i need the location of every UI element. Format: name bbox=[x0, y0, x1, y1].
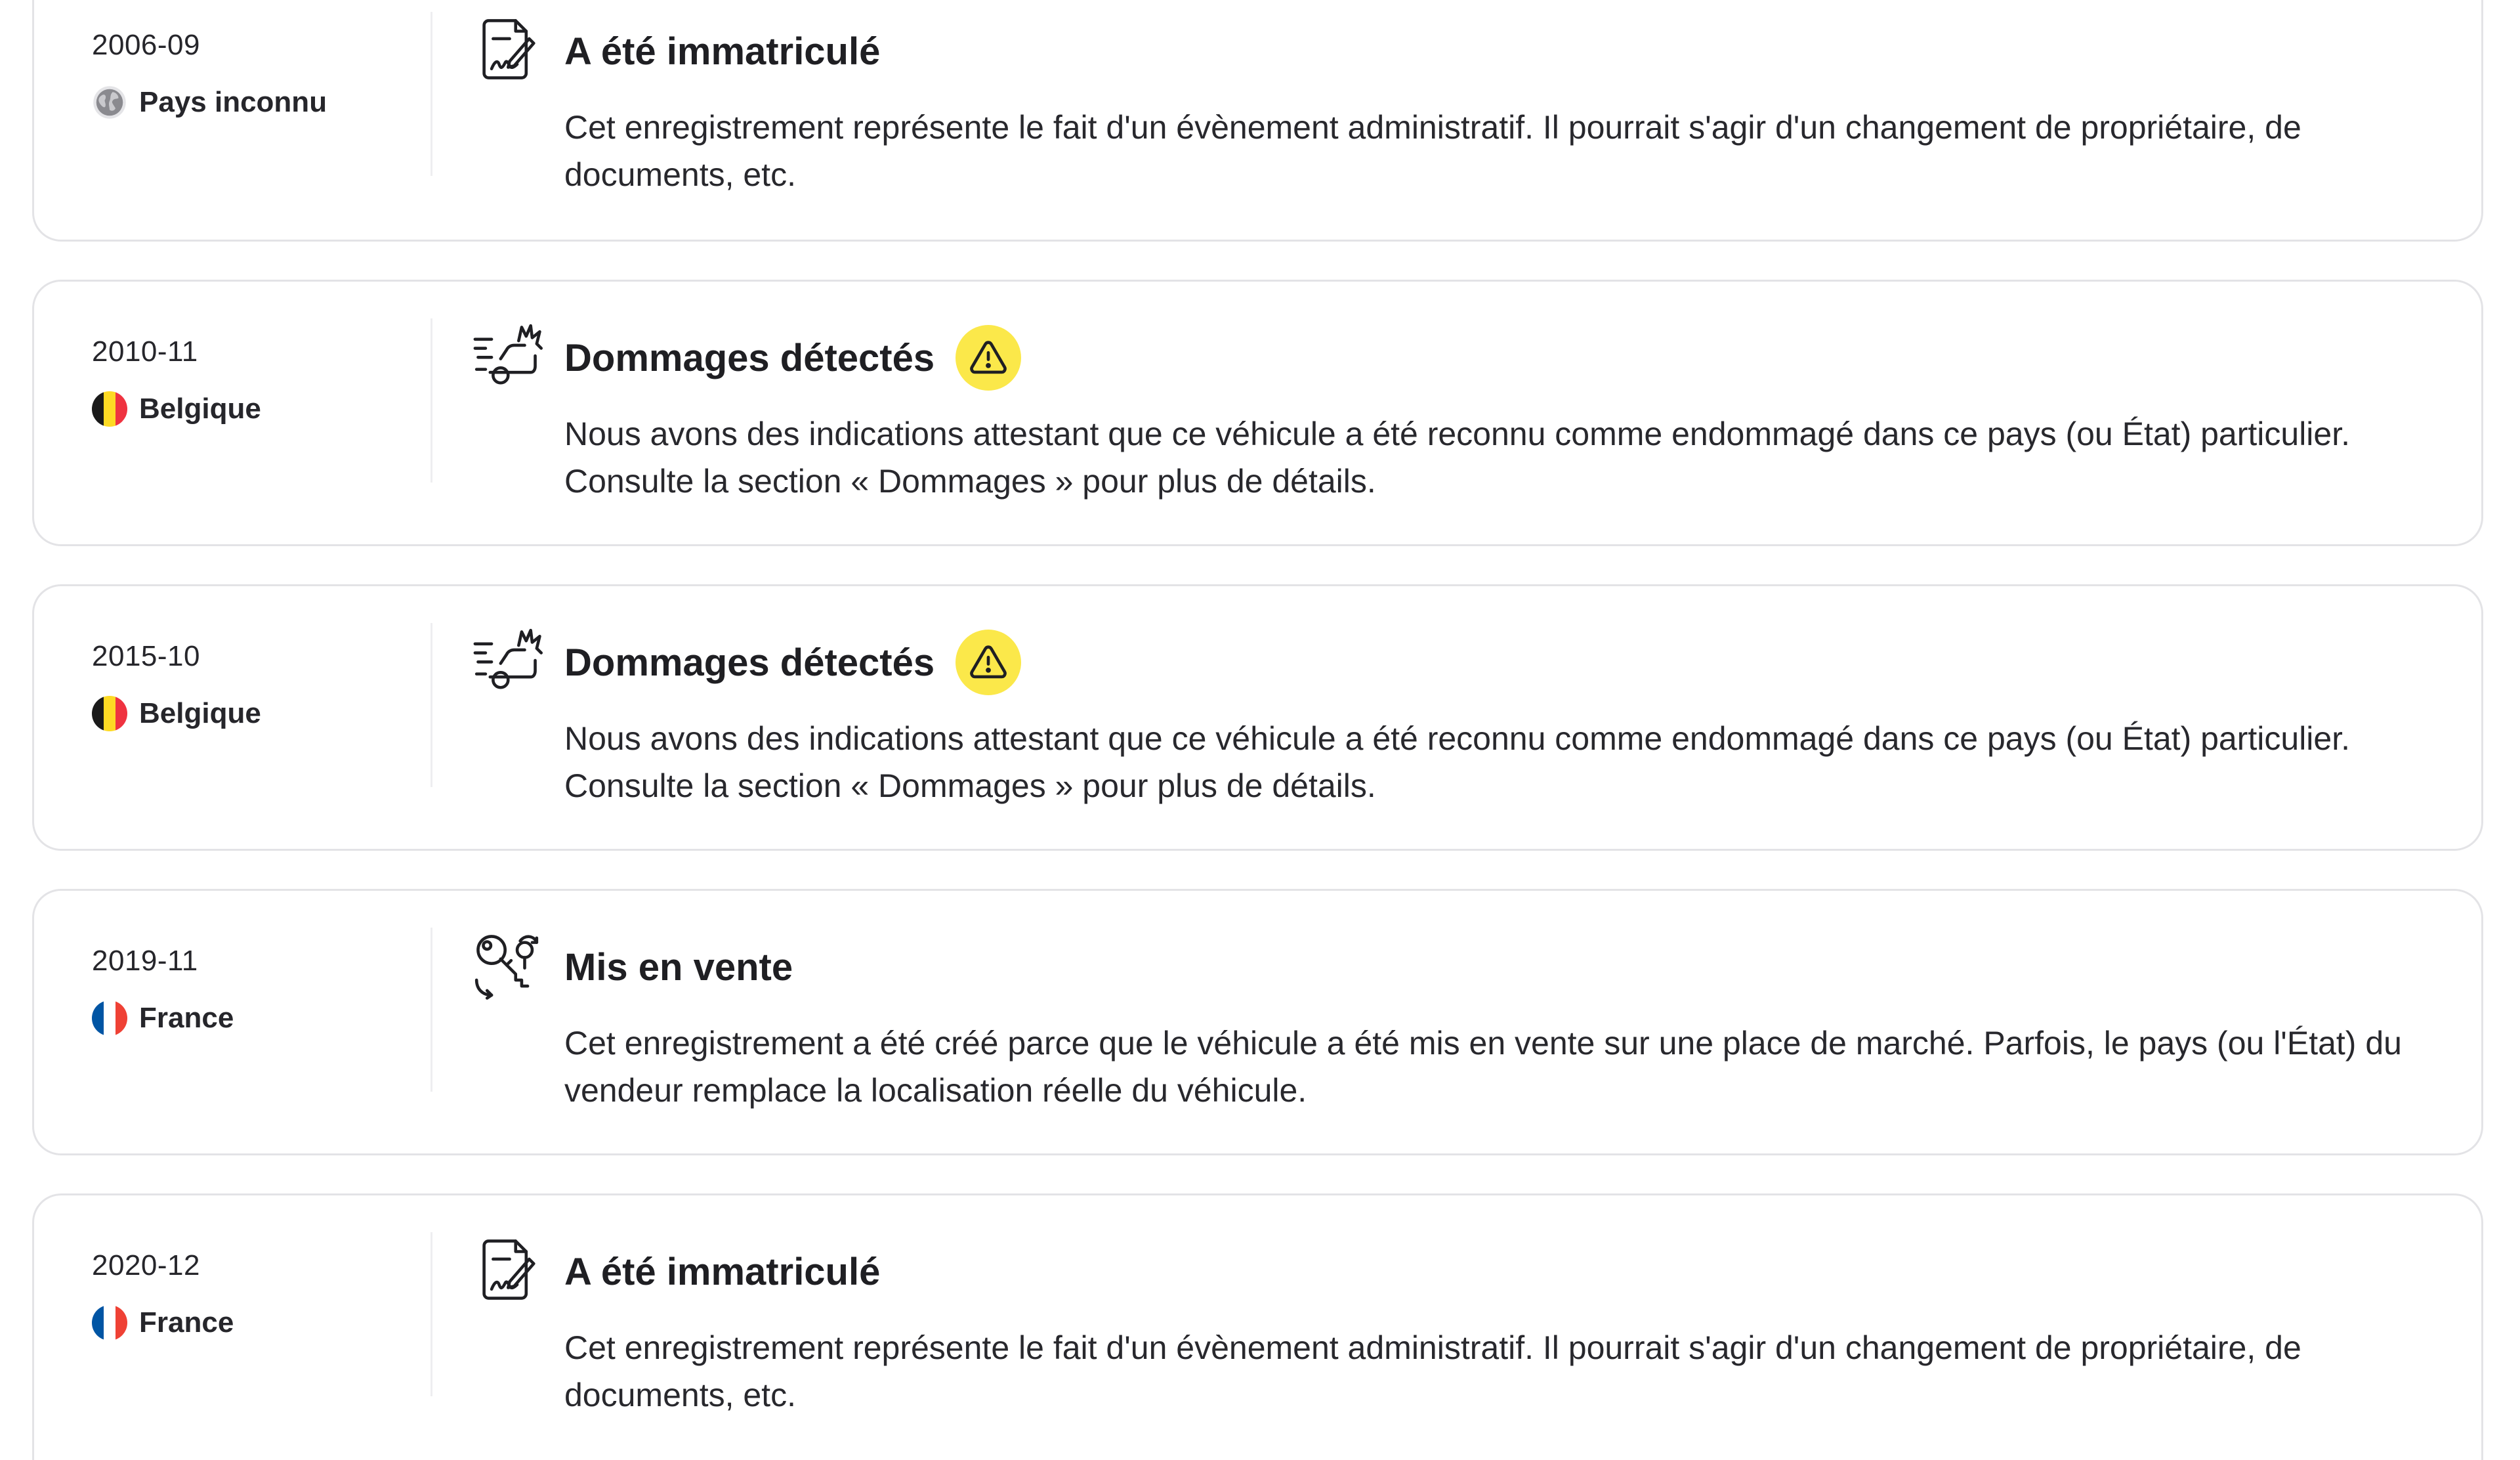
timeline-event-card bbox=[32, 889, 2483, 1155]
event-title-row bbox=[564, 18, 880, 84]
event-title-row bbox=[564, 934, 793, 1000]
timeline-event-card bbox=[32, 1193, 2483, 1460]
country-name: France bbox=[139, 1002, 234, 1034]
event-description: Cet enregistrement représente le fait d'un évènement administratif. Il pourrait s'agir d'un changement de propriétaire, de documents, etc. bbox=[564, 109, 2301, 193]
timeline-event-card bbox=[32, 280, 2483, 546]
card-divider bbox=[430, 1232, 432, 1396]
event-country bbox=[92, 1000, 234, 1037]
belgium-flag-icon bbox=[92, 391, 127, 427]
card-divider bbox=[430, 928, 432, 1092]
country-name: Belgique bbox=[139, 697, 261, 729]
event-date: 2020-12 bbox=[92, 1249, 200, 1281]
event-description: Nous avons des indications attestant que ce véhicule a été reconnu comme endommagé dans ce pays (ou État) particulier. Consulte la section « Dommages » pour plus de détails. bbox=[564, 416, 2350, 500]
event-description: Nous avons des indications attestant que ce véhicule a été reconnu comme endommagé dans ce pays (ou État) particulier. Consulte la section « Dommages » pour plus de détails. bbox=[564, 720, 2350, 804]
event-meta bbox=[92, 29, 327, 121]
timeline-event-card bbox=[32, 584, 2483, 851]
event-title-row bbox=[564, 325, 1021, 391]
warning-triangle-icon bbox=[968, 642, 1009, 683]
event-meta bbox=[92, 1249, 234, 1341]
event-title: Dommages détectés bbox=[564, 641, 935, 684]
event-title: A été immatriculé bbox=[564, 1250, 881, 1293]
signed-document-icon bbox=[471, 1234, 543, 1306]
card-divider bbox=[430, 623, 432, 787]
country-name: Pays inconnu bbox=[139, 86, 327, 118]
event-description: Cet enregistrement a été créé parce que le véhicule a été mis en vente sur une place de marché. Parfois, le pays (ou l'État) du vendeur remplace la localisation réelle du véhicule. bbox=[564, 1025, 2402, 1109]
event-title: Dommages détectés bbox=[564, 336, 935, 379]
event-title: A été immatriculé bbox=[564, 30, 881, 73]
france-flag-icon bbox=[92, 1305, 127, 1341]
car-crash-icon bbox=[471, 320, 543, 392]
event-country bbox=[92, 84, 327, 121]
card-divider bbox=[430, 318, 432, 483]
france-flag-icon bbox=[92, 1000, 127, 1036]
country-name: Belgique bbox=[139, 393, 261, 425]
country-name: France bbox=[139, 1306, 234, 1339]
event-date: 2006-09 bbox=[92, 29, 200, 61]
event-meta bbox=[92, 640, 261, 732]
signed-document-icon bbox=[471, 13, 543, 85]
event-title: Mis en vente bbox=[564, 945, 793, 989]
warning-triangle-icon bbox=[968, 337, 1009, 378]
event-date: 2015-10 bbox=[92, 640, 200, 672]
event-country bbox=[92, 695, 261, 732]
key-exchange-icon bbox=[471, 929, 543, 1001]
event-date: 2010-11 bbox=[92, 335, 198, 368]
globe-icon bbox=[92, 85, 127, 120]
warning-badge bbox=[956, 325, 1021, 391]
timeline-event-card bbox=[32, 0, 2483, 242]
car-crash-icon bbox=[471, 624, 543, 697]
warning-badge bbox=[956, 630, 1021, 695]
event-country bbox=[92, 1304, 234, 1341]
event-meta bbox=[92, 945, 234, 1037]
card-divider bbox=[430, 12, 432, 176]
event-meta bbox=[92, 335, 261, 427]
event-country bbox=[92, 391, 261, 427]
belgium-flag-icon bbox=[92, 696, 127, 731]
event-title-row bbox=[564, 1239, 880, 1304]
event-date: 2019-11 bbox=[92, 945, 198, 977]
event-description: Cet enregistrement représente le fait d'un évènement administratif. Il pourrait s'agir d'un changement de propriétaire, de documents, etc. bbox=[564, 1329, 2301, 1413]
event-title-row bbox=[564, 630, 1021, 695]
